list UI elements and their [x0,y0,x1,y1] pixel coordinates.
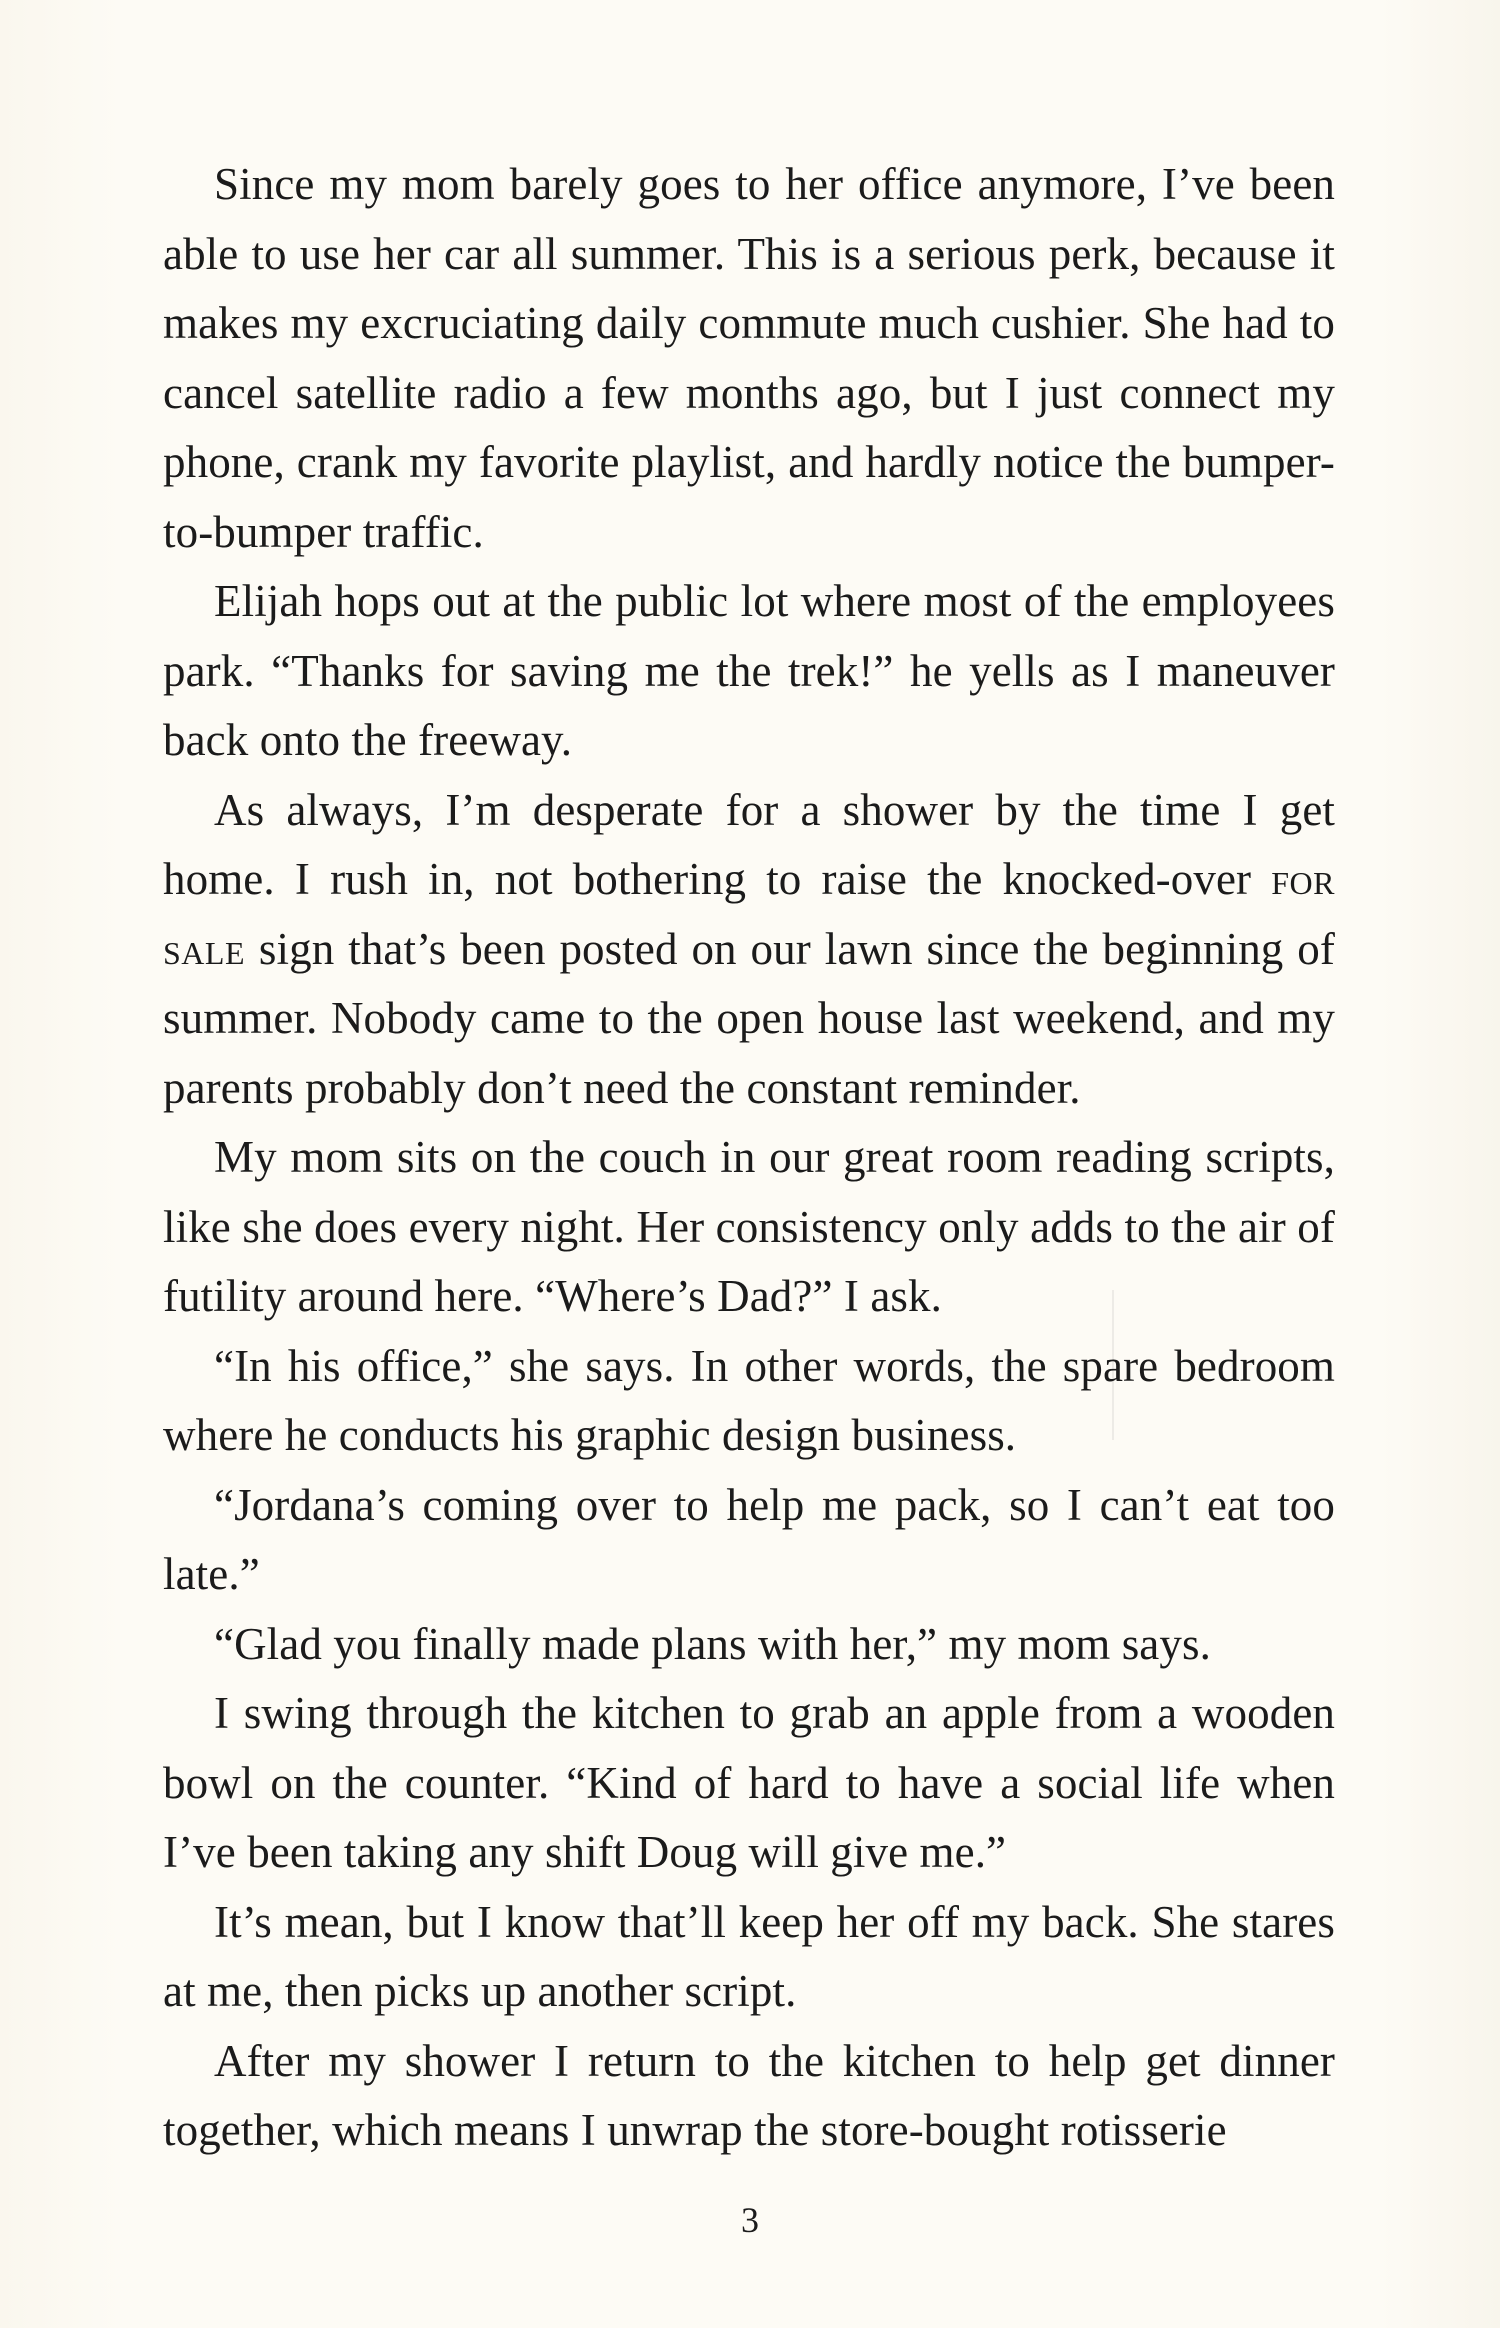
paragraph [163,1679,1335,1888]
paragraph [163,567,1335,776]
paragraph-text: Elijah hops out at the public lot where most of the employees park. “Thanks for saving me the trek!” he yells as I maneuver back onto the freeway. [163,576,1335,765]
paragraph [163,2027,1335,2166]
paragraph [163,1123,1335,1332]
paragraph-text: As always, I’m desperate for a shower by the time I get home. I rush in, not bothering to raise the knocked-over [163,784,1335,904]
body-text [163,150,1335,2166]
paragraph-text: Since my mom barely goes to her office anymore, I’ve been able to use her car all summer. This is a serious perk, because it makes my excruciating daily commute much cushier. She had to cancel satellite radio a few months ago, but I just connect my phone, crank my favorite playlist, and hardly notice the bumper-to-bumper traffic. [163,159,1335,557]
paragraph-text: “Jordana’s coming over to help me pack, so I can’t eat too late.” [163,1479,1335,1599]
paragraph-text: It’s mean, but I know that’ll keep her off my back. She stares at me, then picks up another script. [163,1896,1335,2016]
paragraph-text: “In his office,” she says. In other words, the spare bedroom where he conducts his graphic design business. [163,1340,1335,1460]
paragraph [163,1332,1335,1471]
paragraph [163,1888,1335,2027]
paragraph-text: My mom sits on the couch in our great room reading scripts, like she does every night. Her consistency only adds to the air of futility around here. “Where’s Dad?” I ask. [163,1132,1335,1321]
paragraph-text: “Glad you finally made plans with her,” my mom says. [214,1618,1211,1669]
page-number: 3 [741,2200,759,2240]
paragraph-text: sign that’s been posted on our lawn since the beginning of summer. Nobody came to the open house last weekend, and my parents probably don’t need the constant reminder. [163,923,1335,1113]
paragraph [163,150,1335,567]
paragraph [163,1471,1335,1610]
paragraph [163,1610,1335,1680]
paragraph [163,776,1335,1124]
paragraph-text: After my shower I return to the kitchen to help get dinner together, which means I unwrap the store-bought rotisserie [163,2035,1335,2155]
paragraph-text: I swing through the kitchen to grab an apple from a wooden bowl on the counter. “Kind of hard to have a social life when I’ve been taking any shift Doug will give me.” [163,1688,1335,1877]
sign-text: for sale [163,854,1335,974]
